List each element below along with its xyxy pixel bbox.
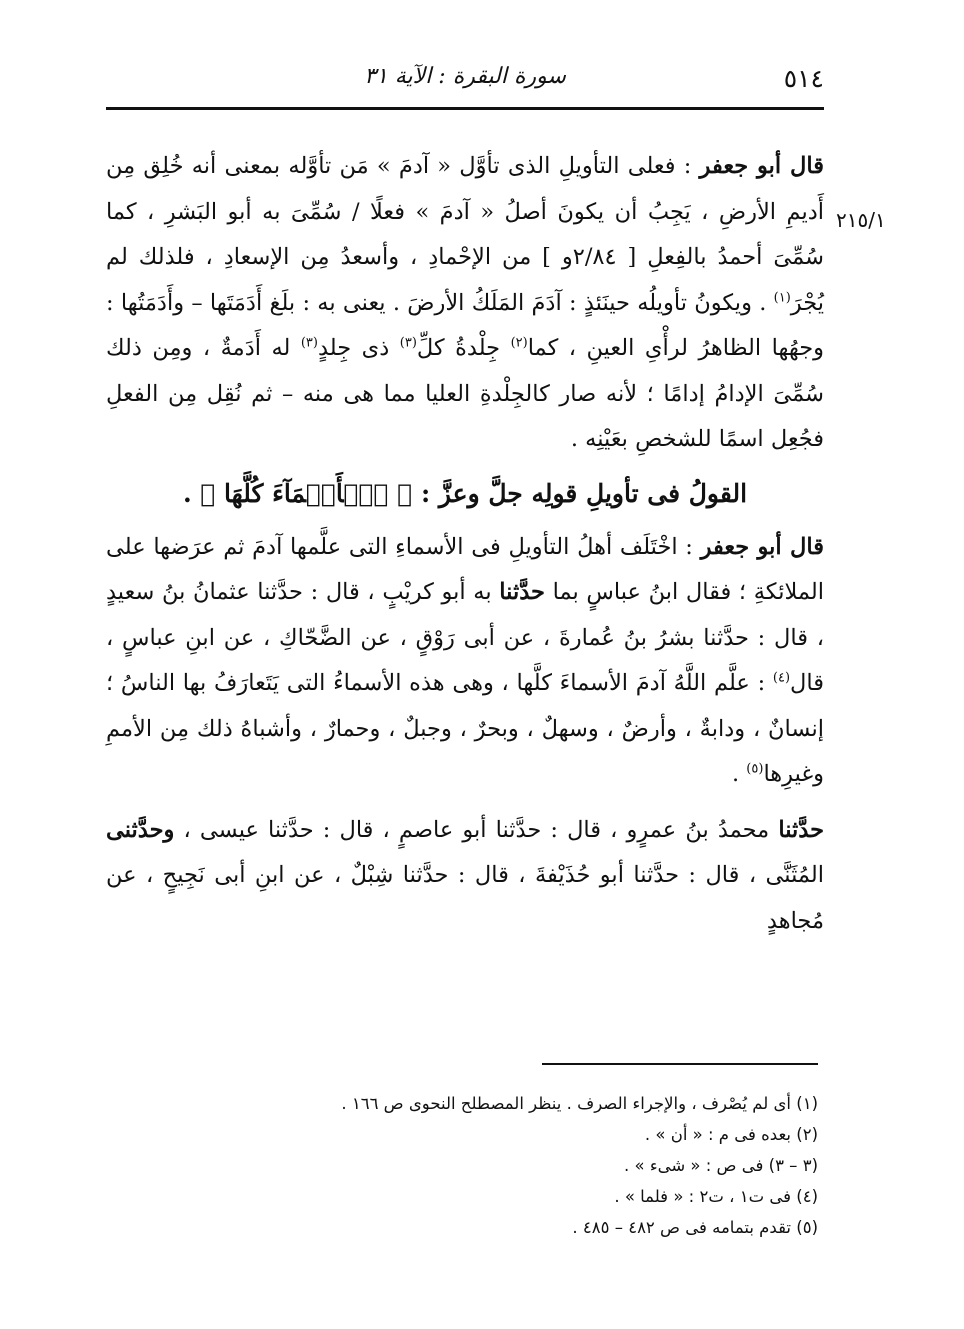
paragraph-text: به أبو كريْبٍ ، قال : حدَّثنا عثمانُ بنُ سعيدٍ ، قال : حدَّثنا بشرُ بنُ عُمارةَ ، عن أبى رَوْقٍ ، عن الضَّحّاكِ ، عن ابنِ عباسٍ ، قال [106,579,824,696]
footnote-ref: (٣) [399,335,417,351]
paragraph-text: له أَدَمةٌ ، ومِن ذلك سُمِّىَ الإدامُ إدامًا ؛ لأنه صار كالجِلْدةِ العليا مما هى منه – ثم نُقِل مِن الفعلِ فجُعِل اسمًا للشخصِ بعَيْنِه . [106,335,824,452]
header-rule [106,107,824,110]
footnote-ref: (٢) [510,335,528,351]
footnote-rule [542,1063,818,1065]
paragraph-1 [106,144,824,463]
footnote-ref: (٣) [300,335,318,351]
running-title: سورة البقرة : الآية ٣١ [364,64,566,89]
paragraph-text: المُثَنَّى ، قال : حدَّثنا أبو حُذَيْفةَ ، قال : حدَّثنا شِبْلٌ ، عن ابنِ أبى نَجِيحٍ ، عن مُجاهدٍ [106,862,824,934]
paragraph-3 [106,808,824,945]
page-number: ٥١٤ [783,64,824,93]
footnotes [106,1088,818,1243]
paragraph-text: محمدُ بنُ عمرٍو ، قال : حدَّثنا أبو عاصمٍ ، قال : حدَّثنا عيسى ، [174,816,779,843]
margin-reference: ٢١٥/١ [836,208,886,232]
paragraph-text: : علَّم اللَّهُ آدمَ الأسماءَ كلَّها ، وهى هذه الأسماءُ التى يَتَعارَفُ بها الناسُ ؛ إنسانٌ ، ودابةٌ ، وأرضٌ ، وسهلٌ ، وبحرٌ ، وجبلٌ ، وحمارٌ ، وأشباهُ ذلك مِن الأممِ وغيرِها [106,670,824,787]
narration-keyword: وحدَّثنى [106,816,175,843]
footnote: (٤) فى ت١ ، ت٢ : « فلما » . [614,1187,818,1206]
paragraph-text: . ويكونُ تأويلُه حينَئذٍ : آدَمَ المَلَكُ الأرضَ . يعنى به : بلَغ أَدَمَتَها – وأَدَمَتُها : وجهُها الظاهرُ لرأْىِ العينِ ، كما [106,289,825,361]
footnote: (١) أى لم يُصْرف ، والإجراء الصرف . ينظر المصطلح النحوى ص ١٦٦ . [341,1094,818,1113]
narration-keyword: حدَّثنا [499,579,545,605]
footnote-ref: (١) [773,290,791,305]
paragraph-text: ذى جِلدٍ [317,335,400,361]
footnote: (٥) تقدم بتمامه فى ص ٤٨٢ – ٤٨٥ . [572,1218,818,1237]
paragraph-text: : اخْتَلَف أهلُ التأويلِ فى الأسماءِ التى علَّمها آدمَ ثم عرَضها على الملائكةِ ؛ فقال ابنُ عباسٍ بما [106,533,824,605]
paragraph-2 [106,525,824,798]
section-heading: القولُ فى تأويلِ قولِه جلَّ وعزَّ : ﴿ ٱلۡأَسۡمَآءَ كُلَّهَا ﴾ . [182,478,748,508]
speaker-lead: قال أبو جعفر [700,533,824,560]
page-header [106,64,824,94]
narration-keyword: حدَّثنا [778,816,824,843]
footnote: (٢) بعده فى م : « أن » . [644,1125,818,1144]
main-text [106,144,824,944]
paragraph-text: : فعلى التأويلِ الذى تأوَّل « آدمَ » مَن تأوَّله بمعنى أنه خُلِق مِن أَديمِ الأرضِ ، يَجِبُ أن يكونَ أصلُ « آدمَ » فعلًا / سُمِّىَ به أبو البَشرِ ، كما سُمِّىَ أحمدُ بالفِعلِ [ ٢/٨٤و ] من الإحْمادِ ، وأسعدُ مِن الإسعادِ ، فلذلك لم يُجْرَ [106,153,824,316]
paragraph-text: . [731,761,747,787]
speaker-lead: قال أبو جعفر [699,153,824,179]
paragraph-text: جِلْدةُ كلِّ [416,335,511,361]
footnote: (٣ – ٣) فى ص : « شىء » . [623,1156,818,1175]
footnote-ref: (٤) [772,670,791,686]
footnote-ref: (٥) [746,761,764,777]
